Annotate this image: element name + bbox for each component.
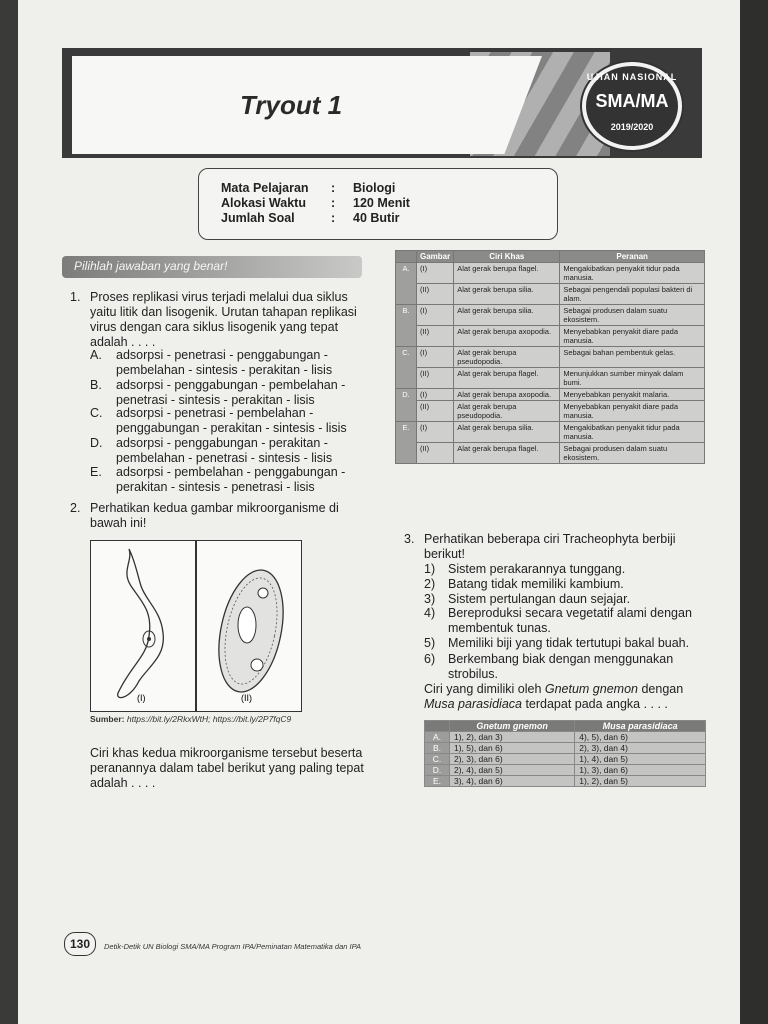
item-text: Sistem pertulangan daun sejajar. [448, 592, 631, 606]
table-row [396, 443, 705, 464]
cell-ciri: Alat gerak berupa axopodia. [454, 326, 560, 347]
option-letter: E. [90, 465, 102, 479]
table-row [396, 347, 705, 368]
table-header: Gambar [417, 251, 454, 263]
item-text: Memiliki biji yang tidak tertutupi bakal buah. [448, 636, 690, 650]
figure-source [90, 714, 310, 724]
option-text: adsorpsi - penetrasi - penggabungan - pembelahan - sintesis - perakitan - lisis [116, 348, 333, 377]
cell-gambar: (I) [417, 305, 454, 326]
microorganism-figure [90, 540, 302, 712]
q1-number: 1. [70, 290, 81, 304]
cell-gnetum: 2), 4), dan 5) [450, 765, 575, 776]
cell-peranan: Mengakibatkan penyakit tidur pada manusia. [560, 263, 705, 284]
item-number: 6) [424, 652, 436, 666]
item-text: Bereproduksi secara vegetatif alami dengan membentuk tunas. [448, 606, 692, 635]
table-row [396, 326, 705, 347]
exam-info-box [198, 168, 558, 240]
option-letter: D. [396, 389, 417, 422]
q3-question-part: dengan [637, 682, 684, 696]
q3-question-part: Ciri yang dimiliki oleh [424, 682, 545, 696]
item-number: 2) [424, 577, 436, 591]
info-key: Mata Pelajaran [221, 181, 309, 195]
option-letter: E. [396, 422, 417, 464]
option-letter: C. [90, 406, 103, 420]
table-row [425, 776, 706, 787]
q3-stem: Perhatikan beberapa ciri Tracheophyta berbiji berikut! [424, 532, 676, 561]
cell-musa: 4), 5), dan 6) [575, 732, 706, 743]
cell-peranan: Sebagai pengendali populasi bakteri di alam. [560, 284, 705, 305]
cell-peranan: Mengakibatkan penyakit tidur pada manusia. [560, 422, 705, 443]
info-colon: : [331, 196, 336, 210]
cell-musa: 2), 3), dan 4) [575, 743, 706, 754]
table-row [425, 732, 706, 743]
badge-main-text: SMA/MA [595, 91, 669, 111]
cell-gambar: (II) [417, 401, 454, 422]
cell-peranan: Menyebabkan penyakit diare pada manusia. [560, 401, 705, 422]
cell-peranan: Menyebabkan penyakit malaria. [560, 389, 705, 401]
option-letter: D. [425, 765, 450, 776]
q2-answer-table [395, 250, 705, 464]
info-row [221, 196, 410, 210]
cell-ciri: Alat gerak berupa flagel. [454, 263, 560, 284]
cell-peranan: Sebagai produsen dalam suatu ekosistem. [560, 305, 705, 326]
table-row [396, 305, 705, 326]
item-text: Batang tidak memiliki kambium. [448, 577, 624, 591]
figure-divider [195, 541, 197, 711]
cell-ciri: Alat gerak berupa pseudopodia. [454, 401, 560, 422]
option-letter: B. [425, 743, 450, 754]
table-row [396, 368, 705, 389]
species-name: Musa parasidiaca [424, 697, 522, 711]
badge-year: 2019/2020 [610, 122, 654, 132]
cell-ciri: Alat gerak berupa silia. [454, 305, 560, 326]
section-label-text: Pilihlah jawaban yang benar! [74, 259, 228, 273]
q3-number: 3. [404, 532, 415, 546]
option-letter: B. [396, 305, 417, 347]
option-letter: C. [425, 754, 450, 765]
q2-followup: Ciri khas kedua mikroorganisme tersebut beserta peranannya dalam tabel berikut yang paling tepat adalah . . . . [90, 746, 364, 790]
q1-stem: Proses replikasi virus terjadi melalui dua siklus yaitu litik dan lisogenik. Urutan tahapan replikasi virus dengan cara siklus lisogenik yang tepat adalah . . . . [90, 290, 357, 349]
table-row [396, 284, 705, 305]
option-letter: A. [90, 348, 102, 362]
option-letter: C. [396, 347, 417, 389]
table-header-row [425, 721, 706, 732]
option-letter: A. [425, 732, 450, 743]
info-value: 40 Butir [353, 211, 400, 225]
info-row [221, 211, 400, 225]
source-label: Sumber: [90, 714, 125, 724]
option-text: adsorpsi - penetrasi - pembelahan - penggabungan - perakitan - sintesis - lisis [116, 406, 347, 435]
cell-gambar: (II) [417, 284, 454, 305]
info-colon: : [331, 211, 336, 225]
section-label [62, 256, 362, 278]
q2-number: 2. [70, 501, 81, 515]
table-header: Musa parasidiaca [575, 721, 706, 732]
cell-gambar: (I) [417, 263, 454, 284]
table-header [396, 251, 417, 263]
table-header: Peranan [560, 251, 705, 263]
cell-gambar: (I) [417, 347, 454, 368]
item-number: 5) [424, 636, 436, 650]
cell-gambar: (II) [417, 443, 454, 464]
table-header: Gnetum gnemon [450, 721, 575, 732]
option-letter: E. [425, 776, 450, 787]
badge-top-text: UJIAN NASIONAL [586, 72, 678, 82]
cell-ciri: Alat gerak berupa silia. [454, 284, 560, 305]
table-row [425, 765, 706, 776]
table-row [396, 401, 705, 422]
cell-musa: 1), 2), dan 5) [575, 776, 706, 787]
cell-peranan: Sebagai produsen dalam suatu ekosistem. [560, 443, 705, 464]
option-letter: B. [90, 378, 102, 392]
option-letter: D. [90, 436, 103, 450]
cell-gambar: (I) [417, 422, 454, 443]
cell-peranan: Menyebabkan penyakit diare pada manusia. [560, 326, 705, 347]
source-url: https://bit.ly/2RkxWtH; https://bit.ly/2P7fqC9 [126, 714, 292, 724]
table-header [425, 721, 450, 732]
cell-gnetum: 2), 3), dan 6) [450, 754, 575, 765]
q2-stem: Perhatikan kedua gambar mikroorganisme di bawah ini! [90, 501, 339, 530]
info-key: Jumlah Soal [221, 211, 295, 225]
cell-ciri: Alat gerak berupa flagel. [454, 368, 560, 389]
info-colon: : [331, 181, 336, 195]
option-text: adsorpsi - penggabungan - pembelahan - penetrasi - sintesis - perakitan - lisis [116, 378, 346, 407]
item-number: 1) [424, 562, 436, 576]
footer-text: Detik-Detik UN Biologi SMA/MA Program IPA/Peminatan Matematika dan IPA [104, 942, 362, 951]
table-row [396, 263, 705, 284]
table-row [396, 422, 705, 443]
q3-answer-table [424, 720, 706, 787]
cell-gnetum: 1), 5), dan 6) [450, 743, 575, 754]
cell-gnetum: 3), 4), dan 6) [450, 776, 575, 787]
table-row [425, 754, 706, 765]
info-value: 120 Menit [353, 196, 410, 210]
cell-gambar: (II) [417, 368, 454, 389]
table-header: Ciri Khas [454, 251, 560, 263]
species-name: Gnetum gnemon [544, 682, 638, 696]
cell-peranan: Sebagai bahan pembentuk gelas. [560, 347, 705, 368]
cell-peranan: Menunjukkan sumber minyak dalam bumi. [560, 368, 705, 389]
q3-question-part: terdapat pada angka . . . . [521, 697, 668, 711]
cell-musa: 1), 4), dan 5) [575, 754, 706, 765]
exam-badge [582, 62, 682, 150]
page-number: 130 [64, 932, 96, 956]
info-row [221, 181, 395, 195]
item-text: Sistem perakarannya tunggang. [448, 562, 626, 576]
table-header-row [396, 251, 705, 263]
option-letter: A. [396, 263, 417, 305]
cell-ciri: Alat gerak berupa axopodia. [454, 389, 560, 401]
table-row [425, 743, 706, 754]
info-value: Biologi [353, 181, 396, 195]
page-edge-shadow [740, 0, 768, 1024]
option-text: adsorpsi - pembelahan - penggabungan - perakitan - sintesis - penetrasi - lisis [116, 465, 346, 494]
cell-musa: 1), 3), dan 6) [575, 765, 706, 776]
table-row [396, 389, 705, 401]
item-number: 4) [424, 606, 436, 620]
cell-gnetum: 1), 2), dan 3) [450, 732, 575, 743]
info-key: Alokasi Waktu [221, 196, 306, 210]
item-number: 3) [424, 592, 436, 606]
figure-label-2: (II) [241, 693, 252, 703]
cell-ciri: Alat gerak berupa silia. [454, 422, 560, 443]
cell-ciri: Alat gerak berupa flagel. [454, 443, 560, 464]
q3-question [424, 682, 708, 712]
cell-gambar: (I) [417, 389, 454, 401]
figure-label-1: (I) [137, 693, 146, 703]
page-title: Tryout 1 [240, 90, 343, 120]
option-text: adsorpsi - penggabungan - perakitan - pembelahan - penetrasi - sintesis - lisis [116, 436, 333, 465]
cell-gambar: (II) [417, 326, 454, 347]
cell-ciri: Alat gerak berupa pseudopodia. [454, 347, 560, 368]
item-text: Berkembang biak dengan menggunakan strobilus. [448, 652, 674, 681]
